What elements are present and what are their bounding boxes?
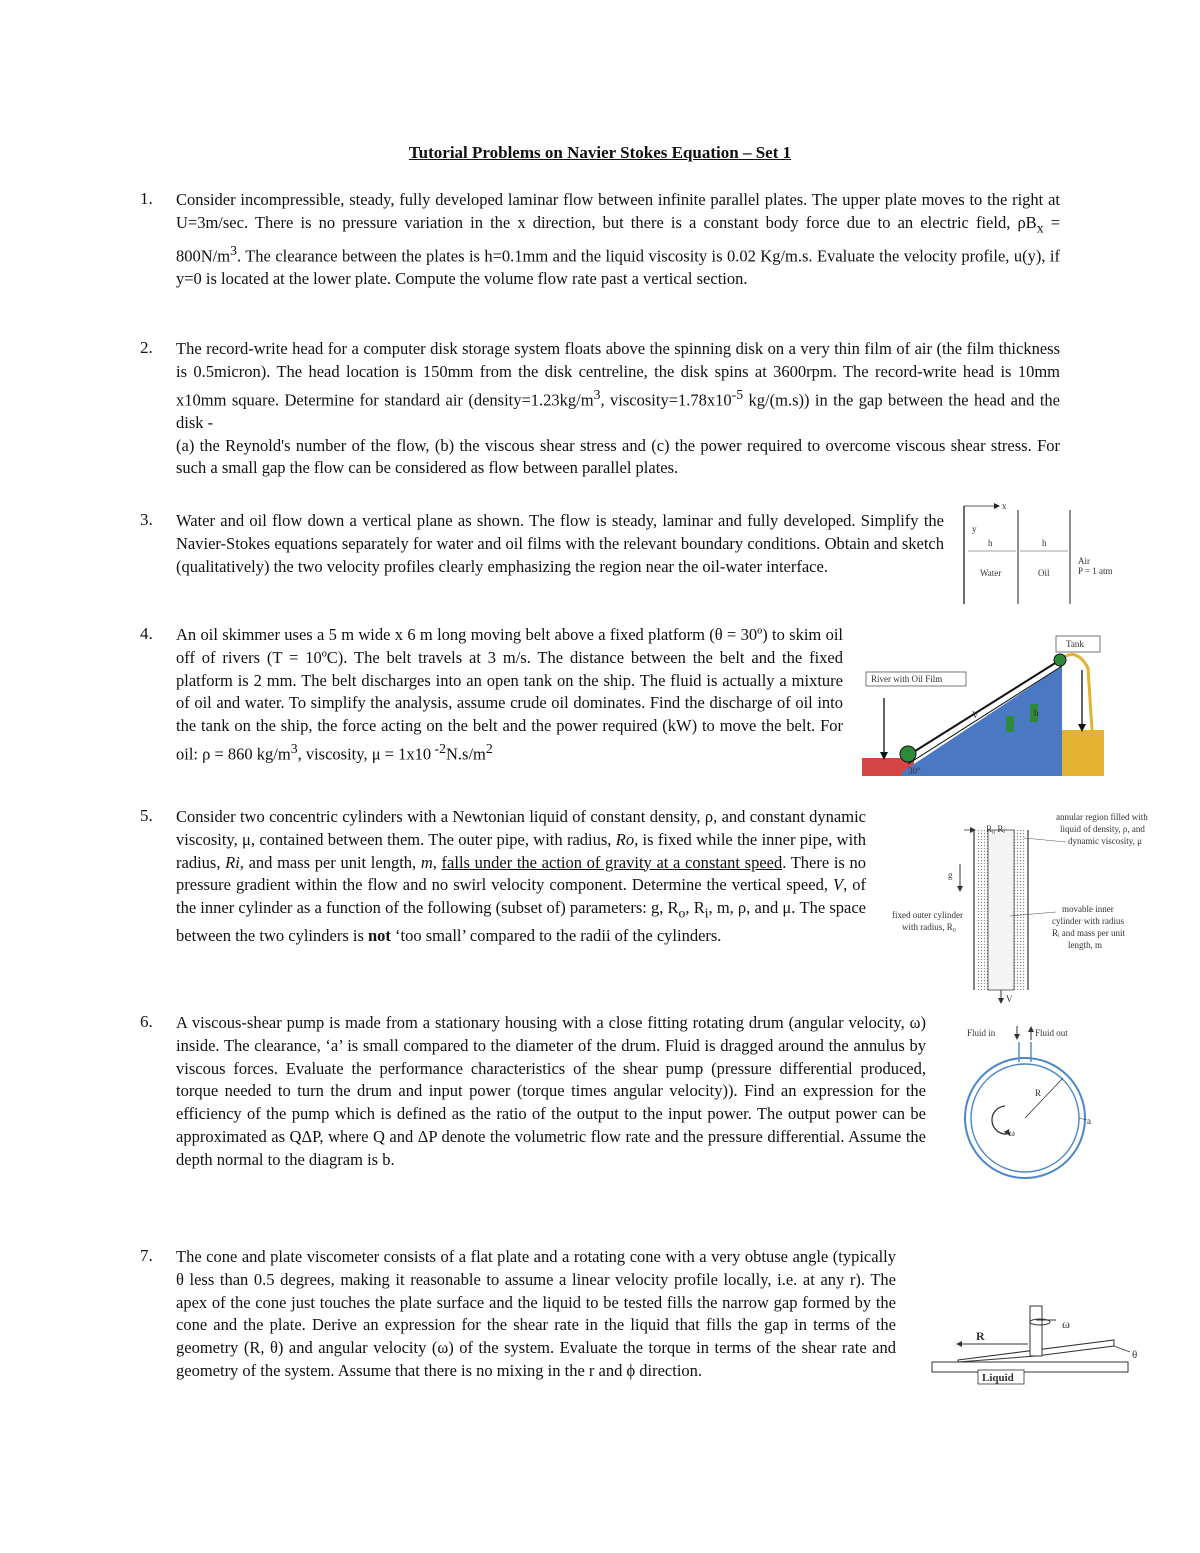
problem-number: 4. [140,624,153,643]
movable-cylinder-label-2: cylinder with radius [1052,916,1124,926]
movable-cylinder-label-3: Rᵢ and mass per unit [1052,928,1125,938]
text-run: falls under the action of gravity at a constant speed [441,852,783,872]
text-run: . The clearance between the plates is h=0.1mm and the liquid viscosity is 0.02 Kg/m.s. Evaluate the velocity profile, u(y), if y=0 is located at the lower plate. Compute the volume flow rate past a vertical section. [176,246,1060,289]
text-run: o [678,905,686,921]
text-run: 2 [485,740,493,756]
problem-text [176,189,1060,291]
angle-label: 30° [908,766,921,776]
gap-label: h [1034,708,1039,718]
y-axis-label: y [972,524,977,534]
text-run: , and mass per unit length, [239,852,421,872]
omega-label: ω [1009,1128,1015,1138]
text-run: = 800N/m [176,212,1061,266]
problem-number: 6. [140,1012,153,1031]
fixed-cylinder-label-2: with radius, R₀ [902,922,956,932]
text-run: -5 [731,386,744,402]
text-run: (a) the Reynold's number of the flow, (b) the viscous shear stress and (c) the power required to overcome viscous shear stress. For such a small gap the flow can be considered as flow between parallel plates. [176,435,1060,478]
h-label: h [988,538,993,548]
text-run: -2 [431,740,446,756]
annulus-label-1: annular region filled with [1056,812,1148,822]
problem-text [176,624,843,766]
omega-label: ω [1062,1317,1070,1331]
annulus-label-2: liquid of density, ρ, and [1060,824,1145,834]
text-run: , R [685,898,705,918]
water-label: Water [980,568,1002,578]
text-run: ‘too small’ compared to the radii of the cylinders. [390,926,722,946]
oil-label: Oil [1038,568,1050,578]
fluid-in-label: Fluid in [967,1028,996,1038]
text-run: 3 [593,386,601,402]
problem-text [176,806,866,948]
radius-labels: R₀ Rᵢ [986,824,1005,834]
problem-number: 3. [140,510,153,529]
text-run: , m, ρ, and μ. The space between the two cylinders is [176,898,866,946]
problem-text [176,338,1060,480]
text-run: . There is no pressure gradient within the flow and no swirl velocity component. Determine the vertical speed, [176,852,867,895]
page-title: Tutorial Problems on Navier Stokes Equation – Set 1 [408,143,792,162]
text-run: , is fixed while the inner pipe, with radius, [176,829,866,872]
problem-text: A viscous-shear pump is made from a stationary housing with a close fitting rotating drum (angular velocity, ω) inside. The clearance, ‘a’ is small compared to the diameter of the drum. Fluid is dragged around the annulus by viscous forces. Evaluate the performance characteristics of the shear pump (pressure differential produced, torque needed to turn the drum and input power (torque times angular velocity)). Find an expression for the efficiency of the pump which is defined as the ratio of the output to the input power. The output power can be approximated as QΔP, where Q and ΔP denote the volumetric flow rate and the pressure differential. Assume the depth normal to the diagram is b. [176,1013,926,1169]
text-run: , viscosity, μ = 1x10 [297,744,432,764]
x-axis-label: x [1002,501,1007,511]
text-run: Ri [225,852,240,872]
text-run: N.s/m [446,744,486,764]
text-run: m [420,852,433,872]
text-run: The record-write head for a computer disk storage system floats above the spinning disk on a very thin film of air (the film thickness is 0.5micron). The head location is 150mm from the disk centreline, the disk spins at 3600rpm. The record-write head is 10mm x10mm square. Determine for standard air (density=1.23kg/m [176,339,1060,410]
river-label: River with Oil Film [871,674,943,684]
movable-cylinder-label-4: length, m [1068,940,1102,950]
h-label: h [1042,538,1047,548]
velocity-label: V [972,710,979,720]
gravity-label: g [948,870,953,880]
figure-shear-pump [955,1022,1115,1187]
text-run: 3 [290,740,298,756]
radius-label: R [976,1329,985,1343]
clearance-label: a [1087,1116,1091,1126]
text-run: kg/(m.s)) in the gap between the head and the disk - [176,390,1060,432]
fixed-cylinder-label-1: fixed outer cylinder [892,910,963,920]
figure-cone-plate-viscometer [928,1300,1148,1395]
problem-number: 7. [140,1246,153,1265]
figure-oil-skimmer [862,632,1112,778]
problem-number: 5. [140,806,153,825]
figure-water-oil-films [958,500,1128,610]
problem-number: 2. [140,338,153,357]
text-run: Ro [615,829,635,849]
text-run: Consider incompressible, steady, fully developed laminar flow between infinite parallel plates. The upper plate moves to the right at U=3m/sec. There is no pressure variation in the x direction, but there is a constant body force due to an electric field, ρB [176,190,1060,232]
text-run: Consider two concentric cylinders with a Newtonian liquid of constant density, ρ, and constant dynamic viscosity, μ, contained between them. The outer pipe, with radius, [176,807,866,849]
figure-concentric-cylinders [890,808,1190,1006]
movable-cylinder-label-1: movable inner [1062,904,1114,914]
text-run: , [432,852,442,872]
text-run: not [368,926,391,946]
text-run: 3 [230,242,237,258]
problem-text: The cone and plate viscometer consists of a flat plate and a rotating cone with a very obtuse angle (typically θ less than 0.5 degrees, making it reasonable to assume a linear velocity profile locally, i.e. at any r). The apex of the cone just touches the plate surface and the liquid to be tested fills the narrow gap formed by the cone and the plate. Derive an expression for the shear rate in the liquid that fills the gap in terms of the geometry (R, θ) and angular velocity (ω) of the system. Evaluate the torque in terms of the shear rate and geometry of the system. Assume that there is no mixing in the r and ϕ direction. [176,1247,896,1380]
liquid-label: Liquid [982,1372,1014,1384]
air-label: Air [1078,556,1090,566]
pressure-label: P = 1 atm [1078,566,1113,576]
fluid-out-label: Fluid out [1035,1028,1068,1038]
text-run: , of the inner cylinder as a function of the following (subset of) parameters: g, R [176,875,866,918]
problem-number: 1. [140,189,153,208]
annulus-label-3: dynamic viscosity, μ [1068,836,1142,846]
text-run: An oil skimmer uses a 5 m wide x 6 m long moving belt above a fixed platform (θ = 30º) to skim oil off of rivers (T = 10ºC). The belt travels at 3 m/s. The distance between the belt and the fixed platform is 2 mm. The belt discharges into an open tank on the ship. The fluid is actually a mixture of oil and water. To simplify the analysis, assume crude oil dominates. Find the discharge of oil into the tank on the ship, the force acting on the belt and the power required (kW) to move the belt. For oil: ρ = 860 kg/m [176,625,843,764]
problem-text: Water and oil flow down a vertical plane as shown. The flow is steady, laminar and fully developed. Simplify the Navier-Stokes equations separately for water and oil films with the relevant boundary conditions. Obtain and sketch (qualitatively) the two velocity profiles clearly emphasizing the region near the oil-water interface. [176,511,944,576]
text-run: V [833,875,844,895]
text-run: , viscosity=1.78x10 [600,390,732,410]
tank-label: Tank [1066,639,1084,649]
text-run: i [704,905,709,921]
text-run: x [1036,220,1044,236]
radius-label: R [1035,1088,1042,1098]
velocity-label: V [1006,994,1013,1004]
theta-label: θ [1132,1349,1138,1361]
